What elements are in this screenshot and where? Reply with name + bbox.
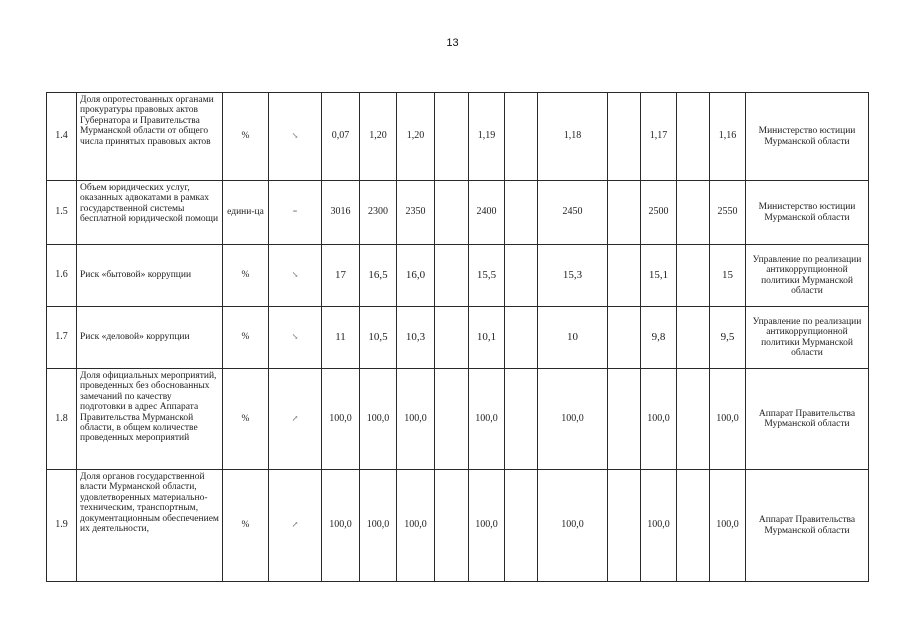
table-row [47, 307, 869, 369]
value-cell: 10,3 [397, 307, 435, 369]
value-cell: 2450 [538, 181, 608, 245]
value-cell: 1,19 [469, 93, 505, 181]
value-cell: 1,18 [538, 93, 608, 181]
value-cell: 100,0 [710, 369, 746, 470]
value-cell: 100,0 [469, 470, 505, 582]
responsible-body-cell: Министерство юстиции Мурманской области [746, 181, 869, 245]
trend-icon: ↘ [269, 93, 322, 181]
value-cell: 100,0 [538, 369, 608, 470]
responsible-body-cell: Аппарат Правительства Мурманской области [746, 369, 869, 470]
value-cell [435, 181, 469, 245]
value-cell: 2550 [710, 181, 746, 245]
value-cell [677, 369, 710, 470]
value-cell: 100,0 [397, 369, 435, 470]
value-cell: 100,0 [469, 369, 505, 470]
value-cell [608, 369, 641, 470]
value-cell [435, 369, 469, 470]
value-cell: 100,0 [322, 470, 360, 582]
value-cell: 9,5 [710, 307, 746, 369]
value-cell: 15,1 [641, 245, 677, 307]
trend-icon: ↘ [269, 307, 322, 369]
unit-cell: % [223, 369, 269, 470]
value-cell [435, 307, 469, 369]
indicator-name-cell: Риск «бытовой» коррупции [77, 245, 223, 307]
value-cell [677, 307, 710, 369]
value-cell: 15,5 [469, 245, 505, 307]
indicator-name-cell: Объем юридических услуг, оказанных адвокатами в рамках государственной системы бесплатной юридической помощи [77, 181, 223, 245]
value-cell [435, 93, 469, 181]
value-cell: 100,0 [360, 369, 397, 470]
value-cell: 10 [538, 307, 608, 369]
value-cell [505, 93, 538, 181]
unit-cell: % [223, 307, 269, 369]
value-cell: 9,8 [641, 307, 677, 369]
responsible-body-cell: Министерство юстиции Мурманской области [746, 93, 869, 181]
responsible-body-cell: Управление по реализации антикоррупционной политики Мурманской области [746, 307, 869, 369]
value-cell: 100,0 [397, 470, 435, 582]
value-cell [677, 245, 710, 307]
value-cell: 16,5 [360, 245, 397, 307]
value-cell: 1,20 [360, 93, 397, 181]
trend-icon: ↗ [269, 369, 322, 470]
table-row [47, 245, 869, 307]
trend-icon: ↘ [269, 245, 322, 307]
indicator-name-cell: Риск «деловой» коррупции [77, 307, 223, 369]
page-number: 13 [446, 37, 459, 49]
value-cell: 0,07 [322, 93, 360, 181]
value-cell: 100,0 [538, 470, 608, 582]
value-cell: 17 [322, 245, 360, 307]
value-cell: 100,0 [641, 369, 677, 470]
trend-icon: ↗ [269, 470, 322, 582]
table-row [47, 93, 869, 181]
value-cell [505, 369, 538, 470]
value-cell [608, 181, 641, 245]
value-cell: 16,0 [397, 245, 435, 307]
indicator-name-cell: Доля органов государственной власти Мурманской области, удовлетворенных материально-техническим, транспортным, документационным обеспечением их деятельности, [77, 470, 223, 582]
value-cell: 15 [710, 245, 746, 307]
value-cell [505, 245, 538, 307]
value-cell: 2400 [469, 181, 505, 245]
value-cell [608, 307, 641, 369]
row-number-cell: 1.9 [47, 470, 77, 582]
indicator-name-cell: Доля опротестованных органами прокуратуры правовых актов Губернатора и Правительства Мурманской области от общего числа принятых правовых актов [77, 93, 223, 181]
unit-cell: % [223, 93, 269, 181]
table-row [47, 181, 869, 245]
value-cell: 2300 [360, 181, 397, 245]
responsible-body-cell: Управление по реализации антикоррупционной политики Мурманской области [746, 245, 869, 307]
value-cell: 2500 [641, 181, 677, 245]
value-cell: 10,1 [469, 307, 505, 369]
unit-cell: % [223, 470, 269, 582]
value-cell: 3016 [322, 181, 360, 245]
row-number-cell: 1.7 [47, 307, 77, 369]
value-cell: 10,5 [360, 307, 397, 369]
unit-cell: едини-ца [223, 181, 269, 245]
value-cell: 2350 [397, 181, 435, 245]
indicators-table-body [47, 93, 869, 582]
value-cell: 100,0 [710, 470, 746, 582]
value-cell [608, 470, 641, 582]
value-cell [505, 181, 538, 245]
value-cell: 11 [322, 307, 360, 369]
value-cell: 1,16 [710, 93, 746, 181]
value-cell [608, 245, 641, 307]
value-cell: 1,17 [641, 93, 677, 181]
value-cell [505, 470, 538, 582]
value-cell [505, 307, 538, 369]
value-cell: 100,0 [322, 369, 360, 470]
row-number-cell: 1.8 [47, 369, 77, 470]
value-cell: 1,20 [397, 93, 435, 181]
table-row [47, 369, 869, 470]
row-number-cell: 1.6 [47, 245, 77, 307]
indicators-table [46, 92, 869, 582]
value-cell: 100,0 [360, 470, 397, 582]
row-number-cell: 1.4 [47, 93, 77, 181]
value-cell [608, 93, 641, 181]
value-cell [677, 93, 710, 181]
row-number-cell: 1.5 [47, 181, 77, 245]
value-cell [435, 470, 469, 582]
unit-cell: % [223, 245, 269, 307]
table-row [47, 470, 869, 582]
responsible-body-cell: Аппарат Правительства Мурманской области [746, 470, 869, 582]
value-cell [677, 470, 710, 582]
value-cell: 15,3 [538, 245, 608, 307]
value-cell: 100,0 [641, 470, 677, 582]
indicator-name-cell: Доля официальных мероприятий, проведенных без обоснованных замечаний по качеству подготовки в адрес Аппарата Правительства Мурманской области, в общем количестве проведенных мероприятий [77, 369, 223, 470]
value-cell [435, 245, 469, 307]
value-cell [677, 181, 710, 245]
trend-icon: = [269, 181, 322, 245]
